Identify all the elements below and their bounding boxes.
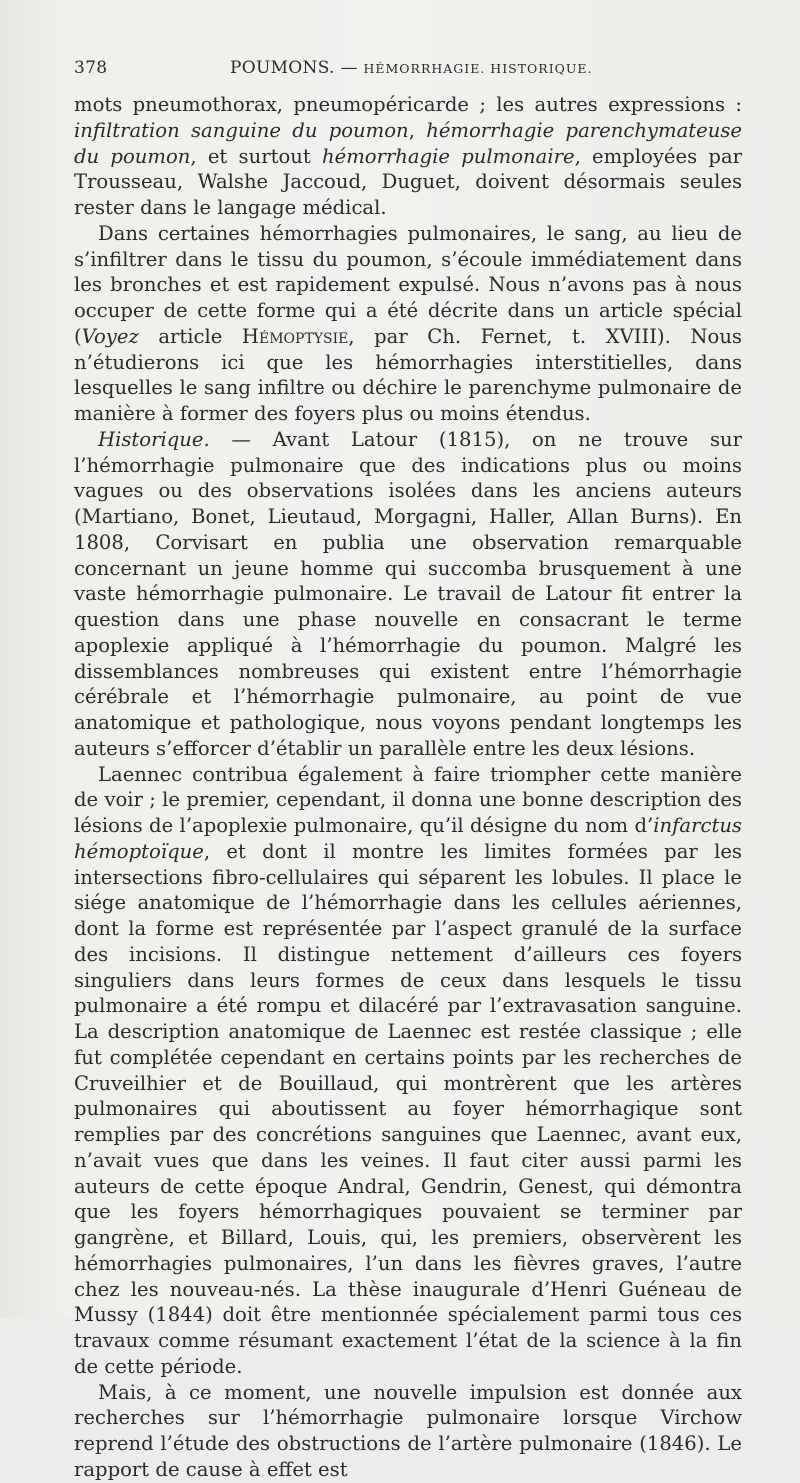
text-run: , et surtout bbox=[190, 144, 322, 168]
paragraph bbox=[74, 762, 742, 1380]
paragraph bbox=[74, 427, 742, 762]
page-number: 378 bbox=[74, 58, 108, 78]
text-run: , employées par Trousseau, Walshe Jaccoud, Duguet, doivent désormais seules rester dans le langage médical. bbox=[74, 144, 742, 219]
text-run: Dans certaines hémorrhagies pulmonaires, le sang, au lieu de s’infiltrer dans le tissu du poumon, s’écoule immédiatement dans les bronches et est rapidement expulsé. Nous n’avons pas à nous occuper de cette forme qui a été décrite dans un article spécial ( bbox=[74, 221, 742, 348]
text-run: mots pneumothorax, pneumopéricarde ; les autres expressions : bbox=[74, 93, 742, 116]
running-head-main: POUMONS. bbox=[230, 58, 335, 78]
paragraph bbox=[74, 1380, 742, 1483]
text-run: Mais, à ce moment, une nouvelle impulsion est donnée aux recherches sur l’hémorrhagie pulmonaire lorsque Virchow reprend l’étude des obstructions de l’artère pulmonaire (1846). Le rapport de cause à effet est bbox=[74, 1380, 742, 1481]
italic-text: hémorrhagie parenchymateuse du poumon bbox=[74, 118, 743, 168]
italic-text: Historique. bbox=[98, 427, 210, 451]
running-head bbox=[230, 58, 593, 78]
small-caps-text: Hémoptysie bbox=[241, 324, 349, 348]
text-run: , par Ch. Fernet, t. XVIII). Nous n’étudierons ici que les hémorrhagies interstitielles, dans lesquelles le sang infiltre ou déchire le parenchyme pulmonaire de manière à former des foyers plus ou moins étendus. bbox=[74, 324, 742, 425]
italic-text: infiltration sanguine du poumon bbox=[74, 118, 409, 142]
italic-text: Voyez bbox=[81, 324, 139, 348]
text-run: — Avant Latour (1815), on ne trouve sur l’hémorrhagie pulmonaire que des indications plus ou moins vagues ou des observations isolées dans les anciens auteurs (Martiano, Bonet, Lieutaud, Morgagni, Haller, Allan Burns). En 1808, Corvisart en publia une observation remarquable concernant un jeune homme qui succomba brusquement à une vaste hémorrhagie pulmonaire. Le travail de Latour fit entrer la question dans une phase nouvelle en consacrant le terme apoplexie appliqué à l’hémorrhagie du poumon. Malgré les dissemblances nombreuses qui existent entre l’hémorrhagie cérébrale et l’hémorrhagie pulmonaire, au point de vue anatomique et pathologique, nous voyons pendant longtemps les auteurs s’efforcer d’établir un parallèle entre les deux lésions. bbox=[74, 427, 742, 760]
text-run: article bbox=[138, 324, 242, 348]
running-head-sub: HÉMORRHAGIE. HISTORIQUE. bbox=[363, 61, 593, 76]
text-run: , bbox=[408, 118, 427, 142]
italic-text: infarctus hémoptoïque bbox=[74, 814, 742, 863]
paragraph bbox=[74, 92, 742, 221]
text-run: Laennec contribua également à faire triompher cette manière de voir ; le premier, cependant, il donna une bonne description des lésions de l’apoplexie pulmonaire, qu’il désigne du nom d’ bbox=[74, 762, 742, 837]
italic-text: hémorrhagie pulmonaire bbox=[321, 144, 575, 168]
paragraph bbox=[74, 221, 742, 427]
running-head-dash: — bbox=[334, 58, 364, 78]
body-text bbox=[74, 92, 742, 1483]
page-header bbox=[74, 58, 740, 84]
text-run: , et dont il montre les limites formées par les intersections fibro-cellulaires qui séparent les lobules. Il place le siége anatomique de l’hémorrhagie dans les cellules aériennes, dont la forme est représentée par l’aspect granulé de la surface des incisions. Il distingue nettement d’ailleurs ces foyers singuliers dans leurs formes de ceux dans lesquels le tissu pulmonaire a été rompu et dilacéré par l’extravasation sanguine. La description anatomique de Laennec est restée classique ; elle fut complétée cependant en certains points par les recherches de Cruveilhier et de Bouillaud, qui montrèrent que les artères pulmonaires qui aboutissent au foyer hémorrhagique sont remplies par des concrétions sanguines que Laennec, avant eux, n’avait vues que dans les veines. Il faut citer aussi parmi les auteurs de cette époque Andral, Gendrin, Genest, qui démontra que les foyers hémorrhagiques pouvaient se terminer par gangrène, et Billard, Louis, qui, les premiers, observèrent les hémorrhagies pulmonaires, l’un dans les fièvres graves, l’autre chez les nouveau-nés. La thèse inaugurale d’Henri Guéneau de Mussy (1844) doit être mentionnée spécialement parmi tous ces travaux comme résumant exactement l’état de la science à la fin de cette période. bbox=[74, 839, 742, 1378]
